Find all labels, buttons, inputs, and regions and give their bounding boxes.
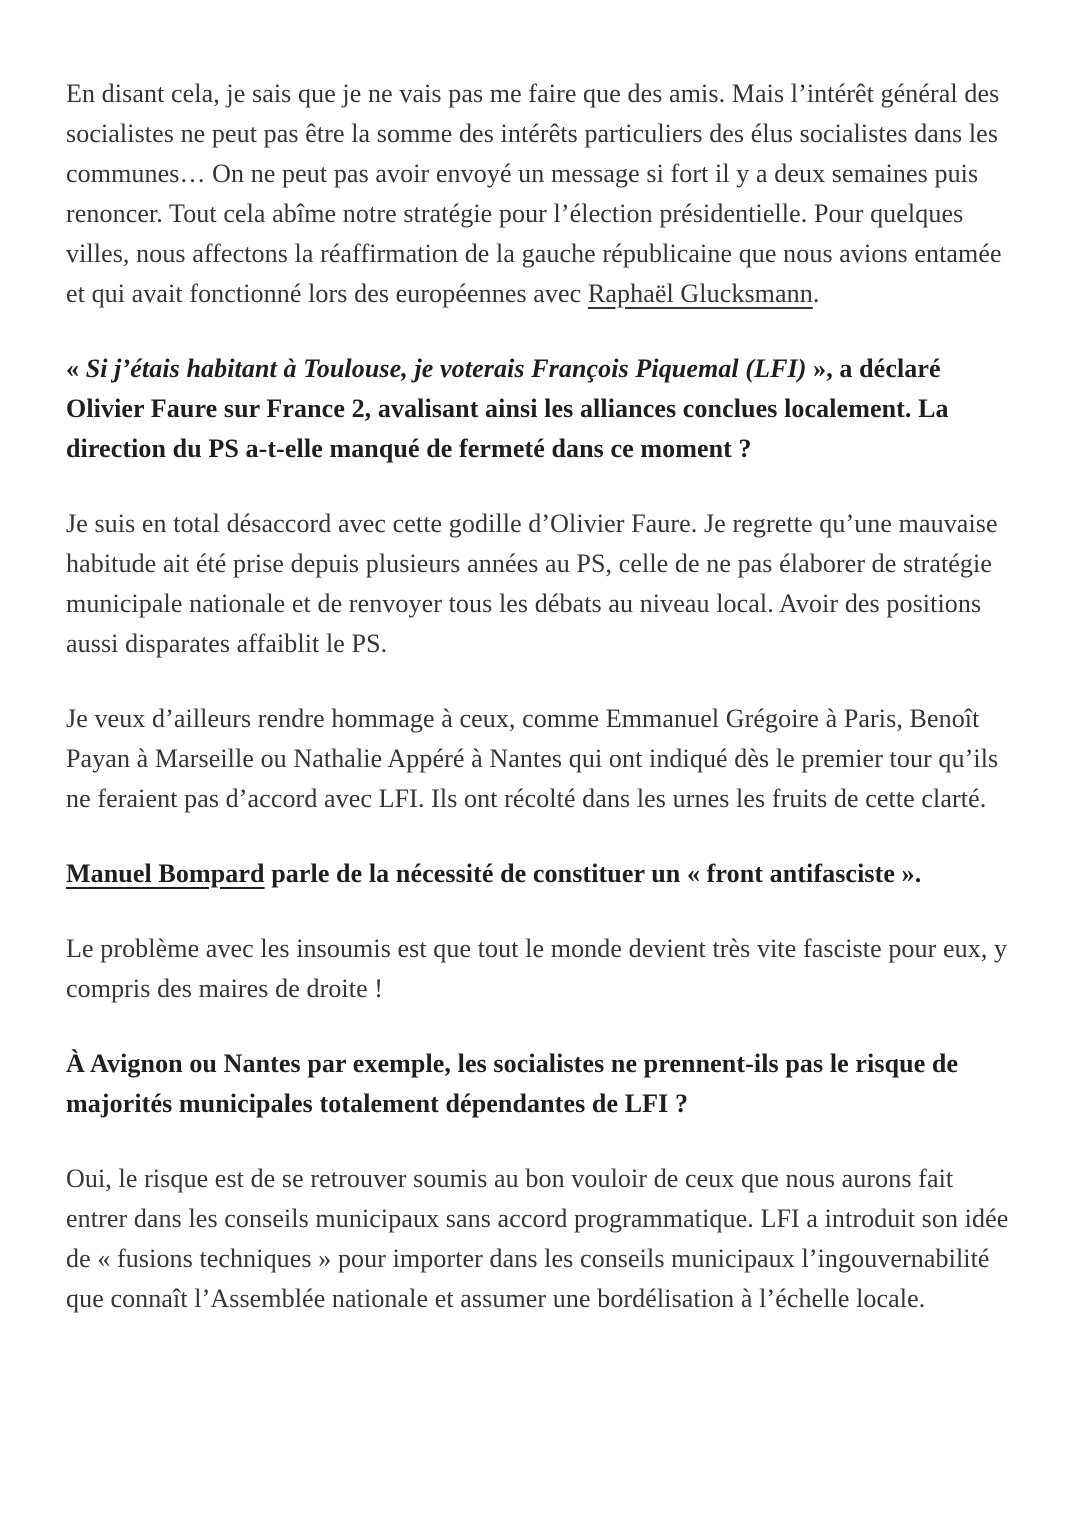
text-run: Si j’étais habitant à Toulouse, je voterais François Piquemal (LFI) <box>85 354 807 383</box>
answer-paragraph <box>66 504 1020 664</box>
interview-question <box>66 1044 1020 1124</box>
link-raphael-glucksmann[interactable]: Raphaël Glucksmann <box>587 279 813 308</box>
answer-paragraph <box>66 74 1020 314</box>
text-run: parle de la nécessité de constituer un « front antifasciste ». <box>264 859 922 888</box>
text-run: Le problème avec les insoumis est que tout le monde devient très vite fasciste pour eux, y compris des maires de droite ! <box>66 934 1008 1003</box>
article-body <box>66 74 1020 1319</box>
text-run: », a déclaré Olivier Faure sur France 2, avalisant ainsi les alliances conclues localement. La direction du PS a-t-elle manqué de fermeté dans ce moment ? <box>66 354 949 463</box>
link-manuel-bompard[interactable]: Manuel Bompard <box>66 859 265 888</box>
text-run: Je veux d’ailleurs rendre hommage à ceux, comme Emmanuel Grégoire à Paris, Benoît Payan à Marseille ou Nathalie Appéré à Nantes qui ont indiqué dès le premier tour qu’ils ne feraient pas d’accord avec LFI. Ils ont récolté dans les urnes les fruits de cette clarté. <box>66 704 999 813</box>
text-run: « <box>66 354 86 383</box>
interview-question <box>66 349 1020 469</box>
interview-question <box>66 854 1020 894</box>
text-run: Je suis en total désaccord avec cette godille d’Olivier Faure. Je regrette qu’une mauvaise habitude ait été prise depuis plusieurs années au PS, celle de ne pas élaborer de stratégie municipale nationale et de renvoyer tous les débats au niveau local. Avoir des positions aussi disparates affaiblit le PS. <box>66 509 998 658</box>
text-run: À Avignon ou Nantes par exemple, les socialistes ne prennent-ils pas le risque de majorités municipales totalement dépendantes de LFI ? <box>66 1049 959 1118</box>
text-run: Oui, le risque est de se retrouver soumis au bon vouloir de ceux que nous aurons fait entrer dans les conseils municipaux sans accord programmatique. LFI a introduit son idée de « fusions techniques » pour importer dans les conseils municipaux l’ingouvernabilité que connaît l’Assemblée nationale et assumer une bordélisation à l’échelle locale. <box>66 1164 1009 1313</box>
text-run: En disant cela, je sais que je ne vais pas me faire que des amis. Mais l’intérêt général des socialistes ne peut pas être la somme des intérêts particuliers des élus socialistes dans les communes… On ne peut pas avoir envoyé un message si fort il y a deux semaines puis renoncer. Tout cela abîme notre stratégie pour l’élection présidentielle. Pour quelques villes, nous affectons la réaffirmation de la gauche républicaine que nous avions entamée et qui avait fonctionné lors des européennes avec <box>66 79 1002 308</box>
answer-paragraph <box>66 1159 1020 1319</box>
answer-paragraph <box>66 699 1020 819</box>
answer-paragraph <box>66 929 1020 1009</box>
text-run: . <box>812 279 820 308</box>
